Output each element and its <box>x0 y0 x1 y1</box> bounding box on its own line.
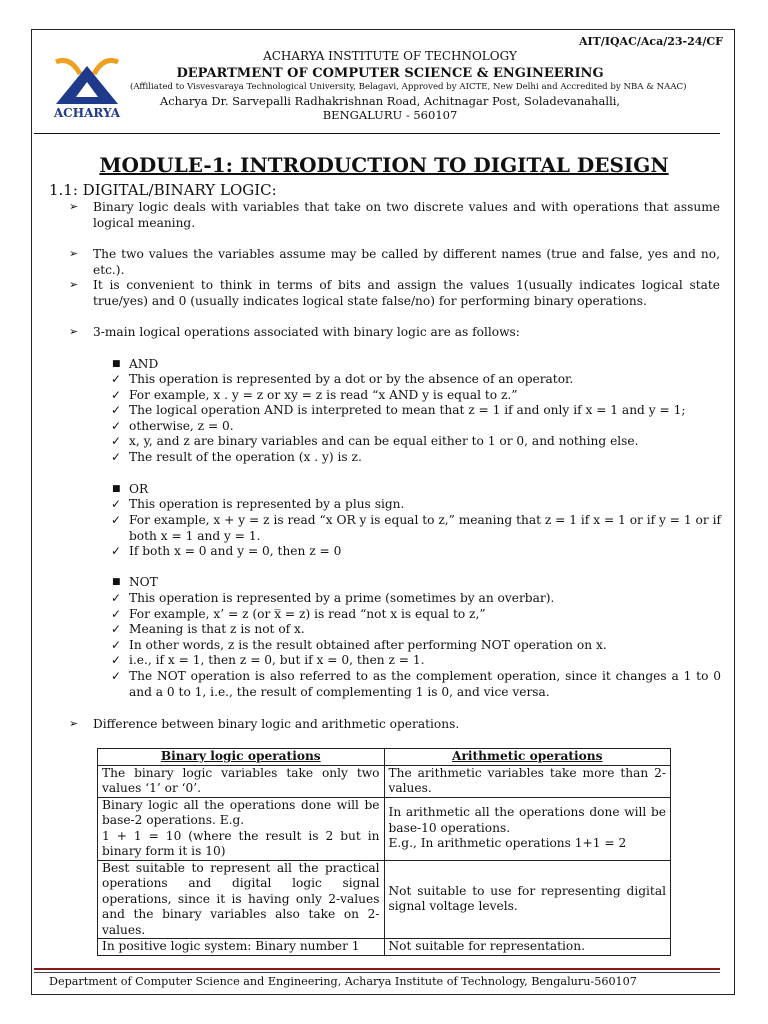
logo-graphic <box>48 52 126 120</box>
header-separator <box>34 133 720 134</box>
column-header: Arithmetic operations <box>384 749 671 766</box>
city-line: BENGALURU - 560107 <box>322 108 458 122</box>
arrow-bullet-icon: ➢ <box>69 200 79 213</box>
check-icon: ✓ <box>111 434 122 448</box>
check-icon: ✓ <box>111 669 122 683</box>
bullet-text: Difference between binary logic and arithmetic operations. <box>93 717 460 731</box>
check-icon: ✓ <box>111 638 122 652</box>
not-item: This operation is represented by a prime (sometimes by an overbar). <box>129 591 555 605</box>
check-icon: ✓ <box>111 622 122 636</box>
bullet-text: Binary logic deals with variables that take on two discrete values and with operations that assume logical meaning. <box>93 200 720 230</box>
footer-rule <box>34 968 720 970</box>
institute-name: ACHARYA INSTITUTE OF TECHNOLOGY <box>263 49 517 63</box>
check-icon: ✓ <box>111 653 122 667</box>
and-item: x, y, and z are binary variables and can be equal either to 1 or 0, and nothing else. <box>129 434 639 448</box>
table-cell: Not suitable for representation. <box>384 939 671 956</box>
page-footer: Department of Computer Science and Engineering, Acharya Institute of Technology, Bengaluru-560107 <box>49 975 637 988</box>
or-item: If both x = 0 and y = 0, then z = 0 <box>129 544 342 558</box>
or-item: For example, x + y = z is read “x OR y is equal to z,” meaning that z = 1 if x = 1 or if y = 1 or if both x = 1 and y = 1. <box>129 513 721 543</box>
comparison-table <box>97 748 671 956</box>
bullet-text: It is convenient to think in terms of bits and assign the values 1(usually indicates logical state true/yes) and 0 (usually indicates logical state false/no) for performing binary operations. <box>93 278 720 308</box>
table-cell: The binary logic variables take only two values ‘1’ or ‘0’. <box>98 765 385 797</box>
institute-logo <box>48 52 126 120</box>
department-name: DEPARTMENT OF COMPUTER SCIENCE & ENGINEERING <box>176 66 604 81</box>
affiliation-line: (Affiliated to Visvesvaraya Technological University, Belagavi, Approved by AICTE, New Delhi and Accredited by NBA & NAAC) <box>130 82 687 92</box>
page-title: MODULE-1: INTRODUCTION TO DIGITAL DESIGN <box>99 153 669 177</box>
cell-line: E.g., In arithmetic operations 1+1 = 2 <box>388 836 627 851</box>
cell-line: Binary logic all the operations done will be base-2 operations. E.g. <box>102 797 380 827</box>
document-code: AIT/IQAC/Aca/23-24/CF <box>578 35 723 48</box>
check-icon: ✓ <box>111 591 122 605</box>
table-row <box>98 765 671 797</box>
table-row <box>98 797 671 860</box>
footer-rule-thin <box>34 972 720 973</box>
table-cell <box>384 797 671 860</box>
check-icon: ✓ <box>111 544 122 558</box>
operation-name-and: AND <box>129 357 159 371</box>
and-item: otherwise, z = 0. <box>129 419 234 433</box>
table-header-row <box>98 749 671 766</box>
and-item: The logical operation AND is interpreted to mean that z = 1 if and only if x = 1 and y = 1; <box>129 403 686 417</box>
square-bullet-icon: ■ <box>112 359 121 369</box>
check-icon: ✓ <box>111 497 122 511</box>
table-row <box>98 939 671 956</box>
table-row <box>98 860 671 939</box>
check-icon: ✓ <box>111 403 122 417</box>
and-item: This operation is represented by a dot or by the absence of an operator. <box>129 372 574 386</box>
square-bullet-icon: ■ <box>112 577 121 587</box>
section-heading: 1.1: DIGITAL/BINARY LOGIC: <box>49 181 277 199</box>
not-item: The NOT operation is also referred to as the complement operation, since it changes a 1 to 0 and a 0 to 1, i.e., the result of complementing 1 is 0, and vice versa. <box>129 669 721 699</box>
table-cell: Best suitable to represent all the practical operations and digital logic signal operations, since it is having only 2-values and the binary variables also take on 2-values. <box>98 860 385 939</box>
check-icon: ✓ <box>111 419 122 433</box>
check-icon: ✓ <box>111 513 122 527</box>
column-header: Binary logic operations <box>98 749 385 766</box>
check-icon: ✓ <box>111 388 122 402</box>
operation-name-or: OR <box>129 482 149 496</box>
operation-name-not: NOT <box>129 575 158 589</box>
or-item: This operation is represented by a plus sign. <box>129 497 405 511</box>
address-line: Acharya Dr. Sarvepalli Radhakrishnan Road, Achitnagar Post, Soladevanahalli, <box>159 94 621 108</box>
and-item: The result of the operation (x . y) is z. <box>129 450 362 464</box>
table-cell: In positive logic system: Binary number 1 <box>98 939 385 956</box>
logo-text: ACHARYA <box>53 106 121 120</box>
not-item: For example, x’ = z (or x̅ = z) is read “not x is equal to z,” <box>129 607 486 621</box>
and-item: For example, x . y = z or xy = z is read “x AND y is equal to z.” <box>129 388 518 402</box>
check-icon: ✓ <box>111 607 122 621</box>
bullet-text: The two values the variables assume may be called by different names (true and false, yes and no, etc.). <box>93 247 720 277</box>
check-icon: ✓ <box>111 372 122 386</box>
not-item: In other words, z is the result obtained after performing NOT operation on x. <box>129 638 607 652</box>
not-item: Meaning is that z is not of x. <box>129 622 305 636</box>
table-cell <box>98 797 385 860</box>
bullet-text: 3-main logical operations associated with binary logic are as follows: <box>93 325 520 339</box>
not-item: i.e., if x = 1, then z = 0, but if x = 0, then z = 1. <box>129 653 425 667</box>
arrow-bullet-icon: ➢ <box>69 247 79 260</box>
cell-line: 1 + 1 = 10 (where the result is 2 but in binary form it is 10) <box>102 828 380 858</box>
square-bullet-icon: ■ <box>112 484 121 494</box>
check-icon: ✓ <box>111 450 122 464</box>
arrow-bullet-icon: ➢ <box>69 717 79 730</box>
cell-line: In arithmetic all the operations done will be base-10 operations. <box>388 805 666 835</box>
table-cell: The arithmetic variables take more than 2-values. <box>384 765 671 797</box>
table-cell: Not suitable to use for representing digital signal voltage levels. <box>384 860 671 939</box>
arrow-bullet-icon: ➢ <box>69 325 79 338</box>
arrow-bullet-icon: ➢ <box>69 278 79 291</box>
